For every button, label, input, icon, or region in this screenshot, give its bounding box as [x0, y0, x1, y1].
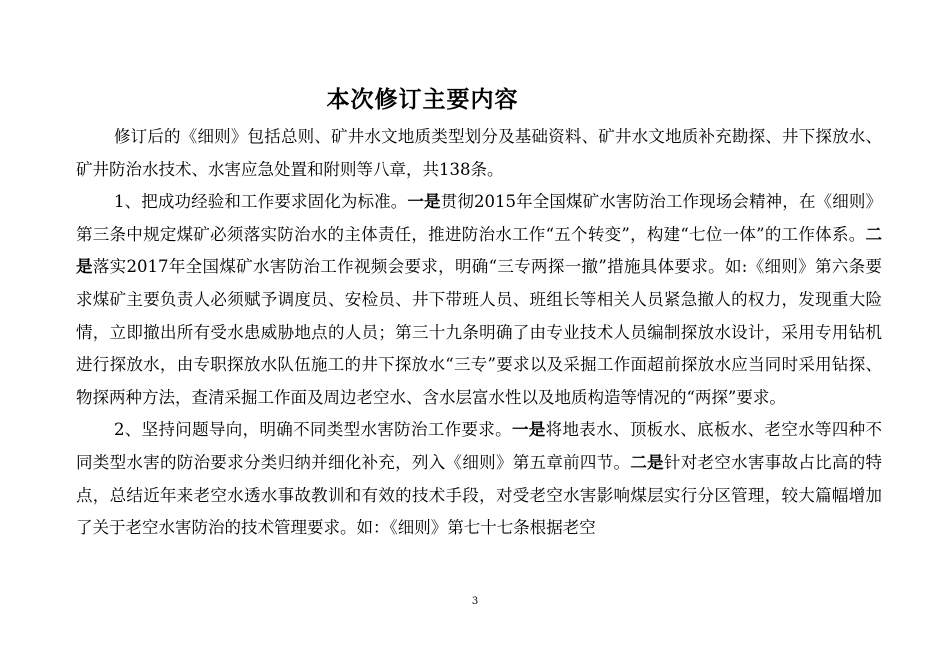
section-1-heading: 1、把成功经验和工作要求固化为标准。 [113, 192, 408, 212]
section-2-point-2-text: 针对老空水害事故占比高的特点，总结近年来老空水透水事故教训和有效的技术手段，对受老空水害影响煤层实行分区管理，较大篇幅增加了关于老空水害防治的技术管理要求。如：《细则》第七十七条根据老空 [76, 452, 883, 538]
section-1-point-1-text: 贯彻2015年全国煤矿水害防治工作现场会精神，在《细则》第三条中规定煤矿必须落实防治水的主体责任，推进防治水工作“五个转变”，构建“七位一体”的工作体系。 [76, 192, 883, 244]
page-title: 本次修订主要内容 [326, 87, 519, 113]
intro-paragraph: 修订后的《细则》包括总则、矿井水文地质类型划分及基础资料、矿井水文地质补充勘探、井下探放水、矿井防治水技术、水害应急处置和附则等八章，共138条。 [76, 127, 882, 179]
section-1-paragraph [76, 186, 882, 414]
document-body [76, 121, 882, 545]
section-2-paragraph [76, 414, 882, 544]
section-1-point-2-text: 落实2017年全国煤矿水害防治工作视频会要求，明确“三专两探一撤”措施具体要求。如:《细则》第六条要求煤矿主要负责人必须赋予调度员、安检员、井下带班人员、班组长等相关人员紧急撤人的权力，发现重大险情，立即撤出所有受水患威胁地点的人员；第三十九条明确了由专业技术人员编制探放水设计，采用专用钻机进行探放水，由专职探放水队伍施工的井下探放水“三专”要求以及采掘工作面超前探放水应当同时采用钻探、物探两种方法，查清采掘工作面及周边老空水、含水层富水性以及地质构造等情况的“两探”要求。 [76, 257, 883, 407]
section-2-heading: 2、坚持问题导向，明确不同类型水害防治工作要求。 [113, 420, 512, 440]
page-number: 3 [471, 596, 479, 607]
section-2-point-2-label: 二是 [630, 452, 664, 472]
section-2-point-1-text: 将地表水、顶板水、底板水、老空水等四种不同类型水害的防治要求分类归纳并细化补充，列入《细则》第五章前四节。 [76, 420, 883, 472]
section-1-point-2-label: 二是 [76, 224, 882, 277]
section-1-point-1-label: 一是 [407, 192, 441, 212]
section-2-point-1-label: 一是 [511, 420, 546, 440]
